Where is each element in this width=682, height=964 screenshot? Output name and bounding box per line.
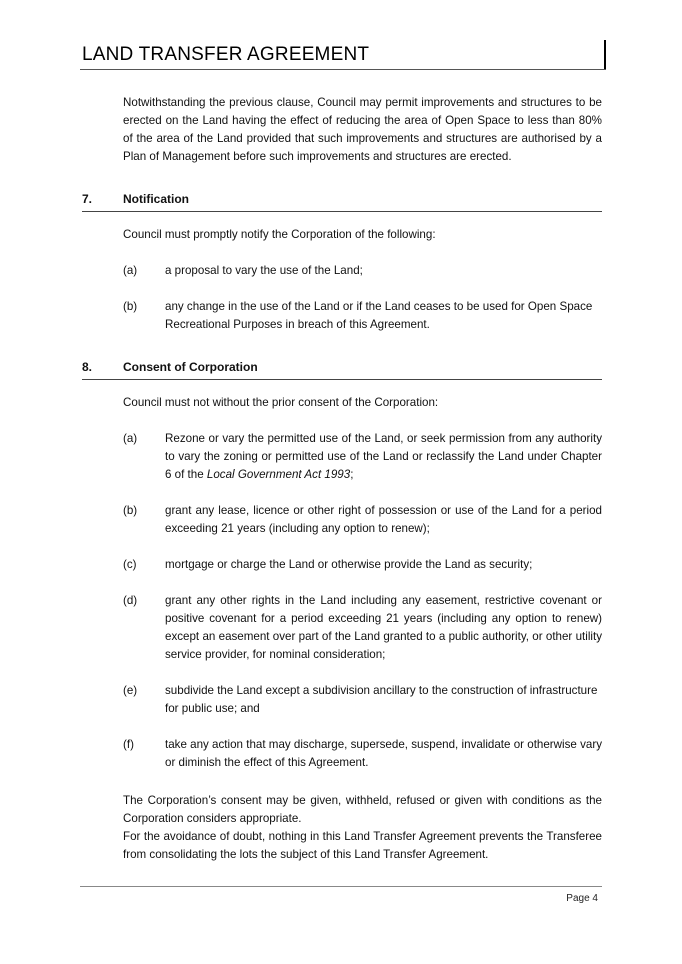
list-item (123, 592, 602, 664)
list-item (123, 682, 602, 718)
closing-sentence-2: For the avoidance of doubt, nothing in this Land Transfer Agreement prevents the Transferee from consolidating the lots the subject of this Land Transfer Agreement. (123, 830, 602, 861)
section-title: Notification (123, 192, 189, 206)
header-divider (80, 69, 606, 70)
item-text: mortgage or charge the Land or otherwise provide the Land as security; (165, 558, 533, 571)
list-item (123, 502, 602, 538)
footer-divider (80, 886, 602, 887)
document-title: LAND TRANSFER AGREEMENT (82, 44, 370, 65)
item-text: grant any other rights in the Land including any easement, restrictive covenant or positive covenant for a period exceeding 21 years (including any option to renew) except an easement over part of the Land granted to a public authority, or other utility service provider, for nominal consideration; (165, 594, 602, 661)
section-number: 7. (82, 192, 93, 206)
item-label: (e) (123, 684, 138, 697)
list-item (123, 556, 602, 574)
list-item (123, 736, 602, 772)
header-vertical-bar (604, 40, 606, 69)
item-text: subdivide the Land except a subdivision ancillary to the construction of infrastructure for public use; and (165, 684, 598, 715)
document-body (82, 94, 602, 864)
item-text-part: ; (350, 468, 354, 481)
item-label: (a) (123, 432, 138, 445)
section-title: Consent of Corporation (123, 360, 258, 374)
closing-sentence-1: The Corporation’s consent may be given, withheld, refused or given with conditions as the Corporation considers appropriate. (123, 794, 602, 825)
act-name: Local Government Act 1993 (206, 468, 351, 481)
list-item (123, 262, 602, 280)
section-number: 8. (82, 360, 93, 374)
section-7-heading (82, 190, 602, 212)
item-text: a proposal to vary the use of the Land; (165, 264, 363, 277)
item-label: (c) (123, 558, 137, 571)
list-item (123, 298, 602, 334)
closing-paragraph (123, 792, 602, 864)
page-number: Page 4 (566, 893, 598, 904)
section-7-lead: Council must promptly notify the Corporation of the following: (123, 228, 436, 241)
section-7-list (82, 262, 602, 334)
item-text-part: Rezone or vary the permitted use of the Land, or seek permission from any authority to vary the zoning or permitted use of the Land or reclassify the Land under Chapter 6 of the (165, 432, 602, 481)
item-text: take any action that may discharge, supersede, suspend, invalidate or otherwise vary or diminish the effect of this Agreement. (165, 738, 602, 769)
item-label: (a) (123, 264, 138, 277)
section-8-lead: Council must not without the prior consent of the Corporation: (123, 396, 439, 409)
list-item (123, 430, 602, 484)
item-text: any change in the use of the Land or if the Land ceases to be used for Open Space Recreational Purposes in breach of this Agreement. (165, 300, 593, 331)
section-8-heading (82, 358, 602, 380)
section-8-list (82, 430, 602, 772)
item-label: (b) (123, 300, 138, 313)
intro-paragraph: Notwithstanding the previous clause, Council may permit improvements and structures to be erected on the Land having the effect of reducing the area of Open Space to less than 80% of the area of the Land provided that such improvements and structures are authorised by a Plan of Management before such improvements and structures are erected. (123, 96, 602, 163)
item-text: grant any lease, licence or other right of possession or use of the Land for a period exceeding 21 years (including any option to renew); (165, 504, 602, 535)
item-label: (b) (123, 504, 138, 517)
item-label: (d) (123, 594, 138, 607)
item-text (165, 430, 602, 484)
item-label: (f) (123, 738, 134, 751)
